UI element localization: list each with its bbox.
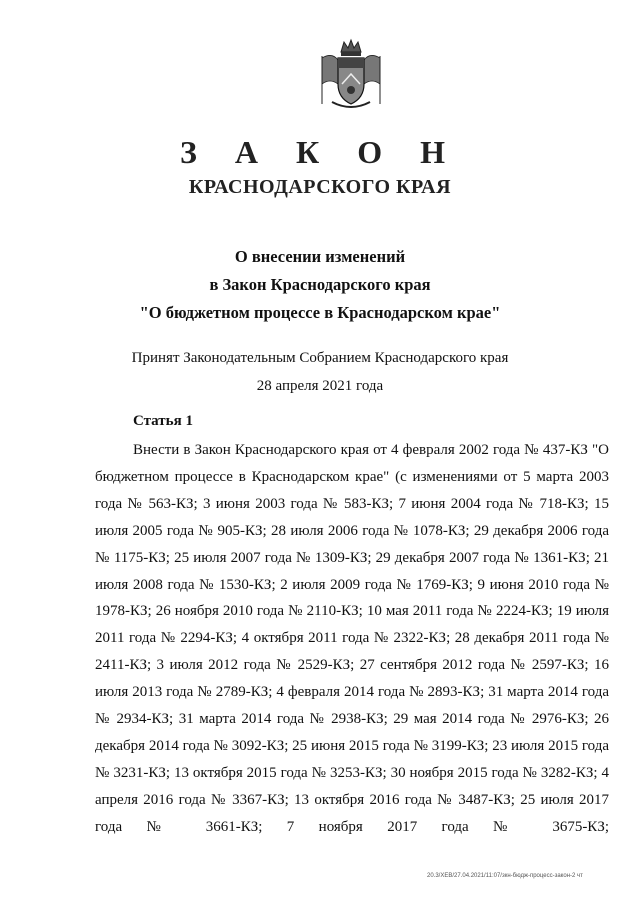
article-paragraph: Внести в Закон Краснодарского края от 4 февраля 2002 года № 437-КЗ "О бюджетном процессе в Краснодарском крае" (с изменениями от 5 марта 2003 года № 563-КЗ; 3 июня 2003 года № 583-КЗ; 7 июня 2004 года № 718-КЗ; 15 июля 2005 года № 905-КЗ; 28 июля 2006 года № 1078-КЗ; 29 декабря 2006 года № 1175-КЗ; 25 июля 2007 года № 1309-КЗ; 29 декабря 2007 года № 1361-КЗ; 21 июля 2008 года № 1530-КЗ; 2 июля 2009 года № 1769-КЗ; 9 июня 2010 года № 1978-КЗ; 26 ноября 2010 года № 2110-КЗ; 10 мая 2011 года № 2224-КЗ; 19 июля 2011 года № 2294-КЗ; 4 октября 2011 года № 2322-КЗ; 28 декабря 2011 года № 2411-КЗ; 3 июля 2012 года № 2529-КЗ; 27 сентября 2012 года № 2597-КЗ; 16 июля 2013 года № 2789-КЗ; 4 февраля 2014 года № 2893-КЗ; 31 марта 2014 года № 2934-КЗ; 31 марта 2014 года № 2938-КЗ; 29 мая 2014 года № 2976-КЗ; 26 декабря 2014 года № 3092-КЗ; 25 июня 2015 года № 3199-КЗ; 23 июля 2015 года № 3231-КЗ; 13 октября 2015 года № 3253-КЗ; 30 ноября 2015 года № 3282-КЗ; 4 апреля 2016 года № 3367-КЗ; 13 октября 2016 года № 3487-КЗ; 25 июля 2017 года № 3661-КЗ; 7 ноября 2017 года № 3675-КЗ;: [95, 442, 609, 835]
subject-line-3: "О бюджетном процессе в Краснодарском крае": [139, 303, 501, 322]
region-title: КРАСНОДАРСКОГО КРАЯ: [188, 176, 452, 198]
coat-of-arms-icon: [318, 38, 384, 110]
document-title: З А К О Н: [180, 134, 460, 170]
subject-line-2: в Закон Краснодарского края: [209, 275, 431, 294]
adoption-date: 28 апреля 2021 года: [256, 378, 384, 394]
adoption-info: [0, 344, 640, 400]
document-stamp: 20.3/ХЕВ/27.04.2021/11:07/зкн-бюдж-процесс-закон-2 чт: [427, 873, 583, 879]
subject-line-1: О внесении изменений: [234, 247, 406, 266]
law-subject: [0, 243, 640, 327]
article-body: [95, 437, 609, 841]
article-heading: Статья 1: [133, 413, 193, 429]
adoption-body: Принят Законодательным Собранием Краснодарского края: [131, 350, 509, 366]
